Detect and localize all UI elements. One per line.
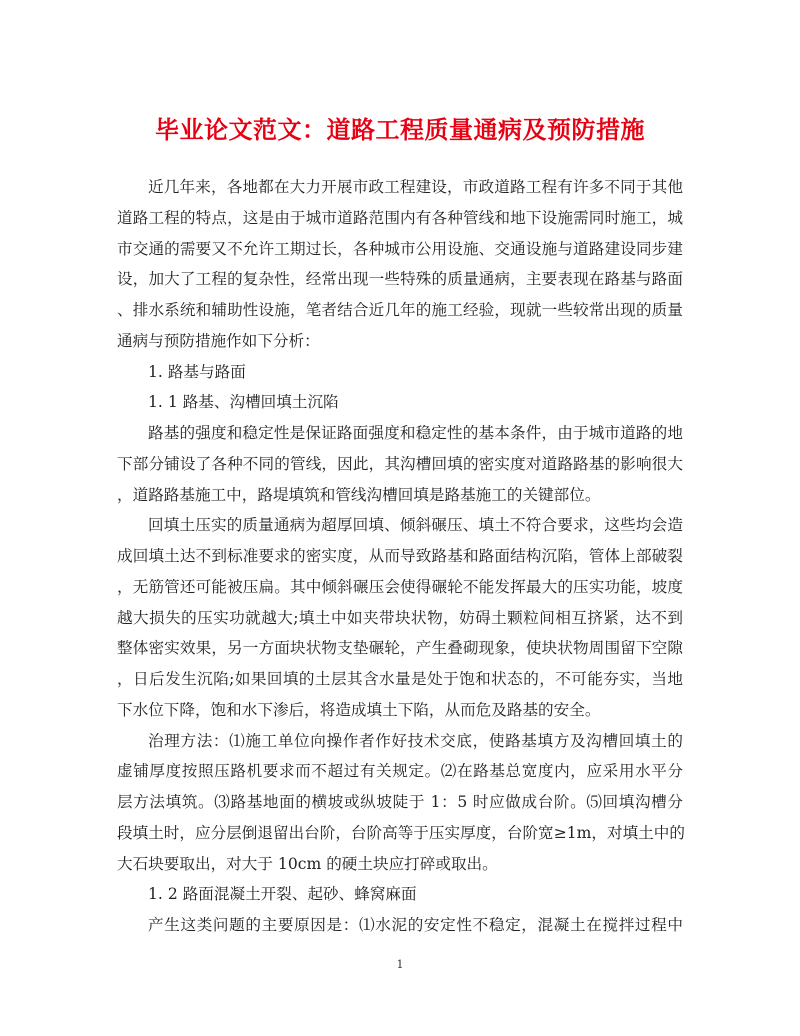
section-heading: [117, 879, 683, 910]
text-line: 整体密实效果，另一方面块状物支垫碾轮，产生叠砌现象，使块状物周围留下空隙: [117, 639, 683, 658]
text-line: ，日后发生沉陷;如果回填的土层其含水量是处于饱和状态的，不可能夯实，当地: [117, 670, 683, 688]
document-body: [117, 172, 683, 941]
text-line: 1. 1 路基、沟槽回填土沉陷: [148, 393, 339, 412]
paragraph: [117, 910, 683, 941]
paragraph: [117, 510, 683, 725]
text-line: 下水位下降，饱和水下渗后，将造成填土下陷，从而危及路基的安全。: [117, 700, 601, 719]
section-heading: [117, 387, 683, 418]
text-line: 路基的强度和稳定性是保证路面强度和稳定性的基本条件，由于城市道路的地: [148, 424, 683, 442]
text-line: 产生这类问题的主要原因是：⑴水泥的安定性不稳定，混凝土在搅拌过程中: [148, 916, 683, 934]
text-line: ，无筋管还可能被压扁。其中倾斜碾压会使得碾轮不能发挥最大的压实功能，坡度: [117, 577, 683, 596]
text-line: 虚铺厚度按照压路机要求而不超过有关规定。⑵在路基总宽度内，应采用水平分: [117, 762, 683, 781]
text-line: 层方法填筑。⑶路基地面的横坡或纵坡陡于 1：5 时应做成台阶。⑸回填沟槽分: [117, 793, 683, 811]
text-line: 市交通的需要又不允许工期过长，各种城市公用设施、交通设施与道路建设同步建: [117, 239, 683, 258]
paragraph: [117, 418, 683, 510]
text-line: 成回填土达不到标准要求的密实度，从而导致路基和路面结构沉陷，管体上部破裂: [117, 547, 683, 565]
document-title: 毕业论文范文：道路工程质量通病及预防措施: [155, 116, 645, 144]
page-number: 1: [396, 958, 404, 971]
text-line: 道路工程的特点，这是由于城市道路范围内有各种管线和地下设施需同时施工，城: [117, 208, 683, 227]
text-line: 下部分铺设了各种不同的管线，因此，其沟槽回填的密实度对道路路基的影响很大: [117, 454, 683, 473]
section-heading: [117, 357, 683, 388]
text-line: 1. 路基与路面: [148, 362, 246, 381]
text-line: 通病与预防措施作如下分析：: [117, 331, 320, 350]
text-line: 近几年来，各地都在大力开展市政工程建设，市政道路工程有许多不同于其他: [148, 178, 683, 196]
text-line: 1. 2 路面混凝土开裂、起砂、蜂窝麻面: [148, 885, 417, 904]
text-line: 段填土时，应分层倒退留出台阶，台阶高等于压实厚度，台阶宽≥1m，对填土中的: [117, 823, 685, 842]
text-line: 设，加大了工程的复杂性，经常出现一些特殊的质量通病，主要表现在路基与路面: [117, 270, 683, 289]
text-line: 、排水系统和辅助性设施，笔者结合近几年的施工经验，现就一些较常出现的质量: [117, 301, 683, 319]
paragraph: [117, 172, 683, 357]
text-line: 越大损失的压实功就越大;填土中如夹带块状物，妨碍土颗粒间相互挤紧，达不到: [117, 608, 683, 627]
text-line: 大石块要取出，对大于 10cm 的硬土块应打碎或取出。: [117, 854, 498, 873]
text-line: 回填土压实的质量通病为超厚回填、倾斜碾压、填土不符合要求，这些均会造: [148, 516, 683, 535]
paragraph: [117, 726, 683, 880]
text-line: ，道路路基施工中，路堤填筑和管线沟槽回填是路基施工的关键部位。: [117, 485, 601, 504]
text-line: 治理方法：⑴施工单位向操作者作好技术交底，使路基填方及沟槽回填土的: [148, 731, 683, 750]
